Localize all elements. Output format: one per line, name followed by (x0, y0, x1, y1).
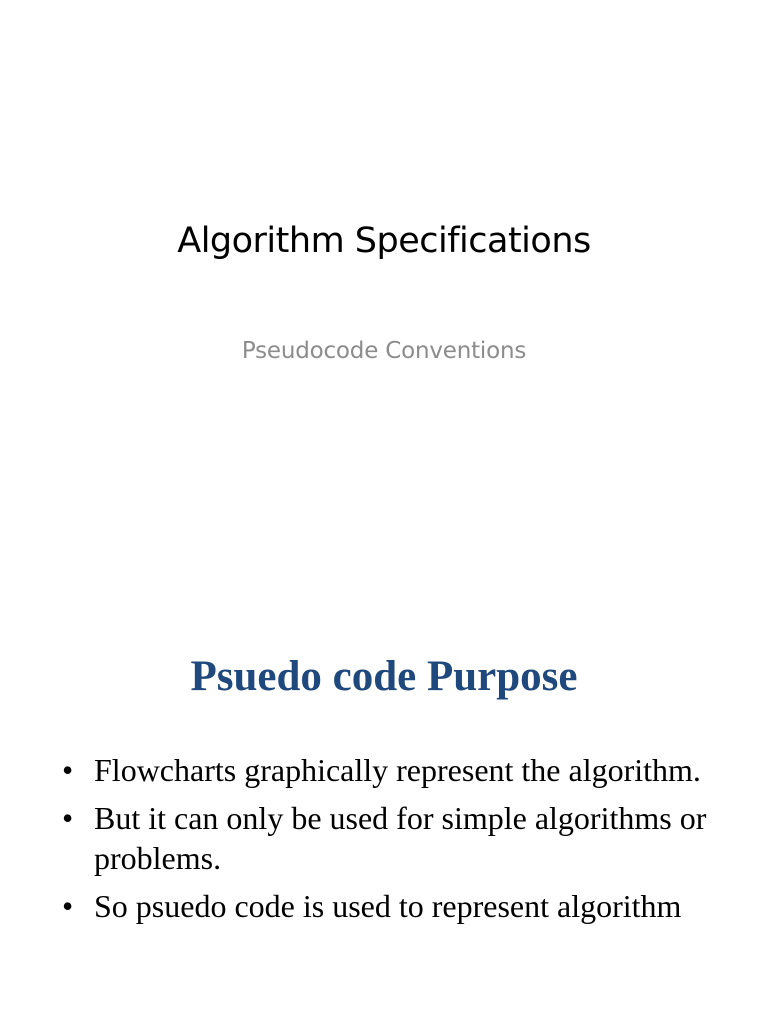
bullet-text: Flowcharts graphically represent the algorithm. (94, 752, 701, 788)
slide-title: Psuedo code Purpose (190, 653, 578, 700)
bullet-icon: • (62, 888, 74, 924)
bullet-text: So psuedo code is used to represent algorithm (94, 888, 682, 924)
list-item (62, 886, 742, 926)
bullet-icon: • (62, 752, 74, 788)
bullet-text: But it can only be used for simple algorithms or problems. (94, 800, 707, 876)
bullet-list (62, 750, 742, 934)
slide-title: Algorithm Specifications (177, 221, 591, 261)
slide-subtitle: Pseudocode Conventions (241, 338, 527, 364)
bullet-icon: • (62, 800, 74, 836)
list-item (62, 798, 742, 878)
content-slide (0, 576, 768, 1024)
list-item (62, 750, 742, 790)
